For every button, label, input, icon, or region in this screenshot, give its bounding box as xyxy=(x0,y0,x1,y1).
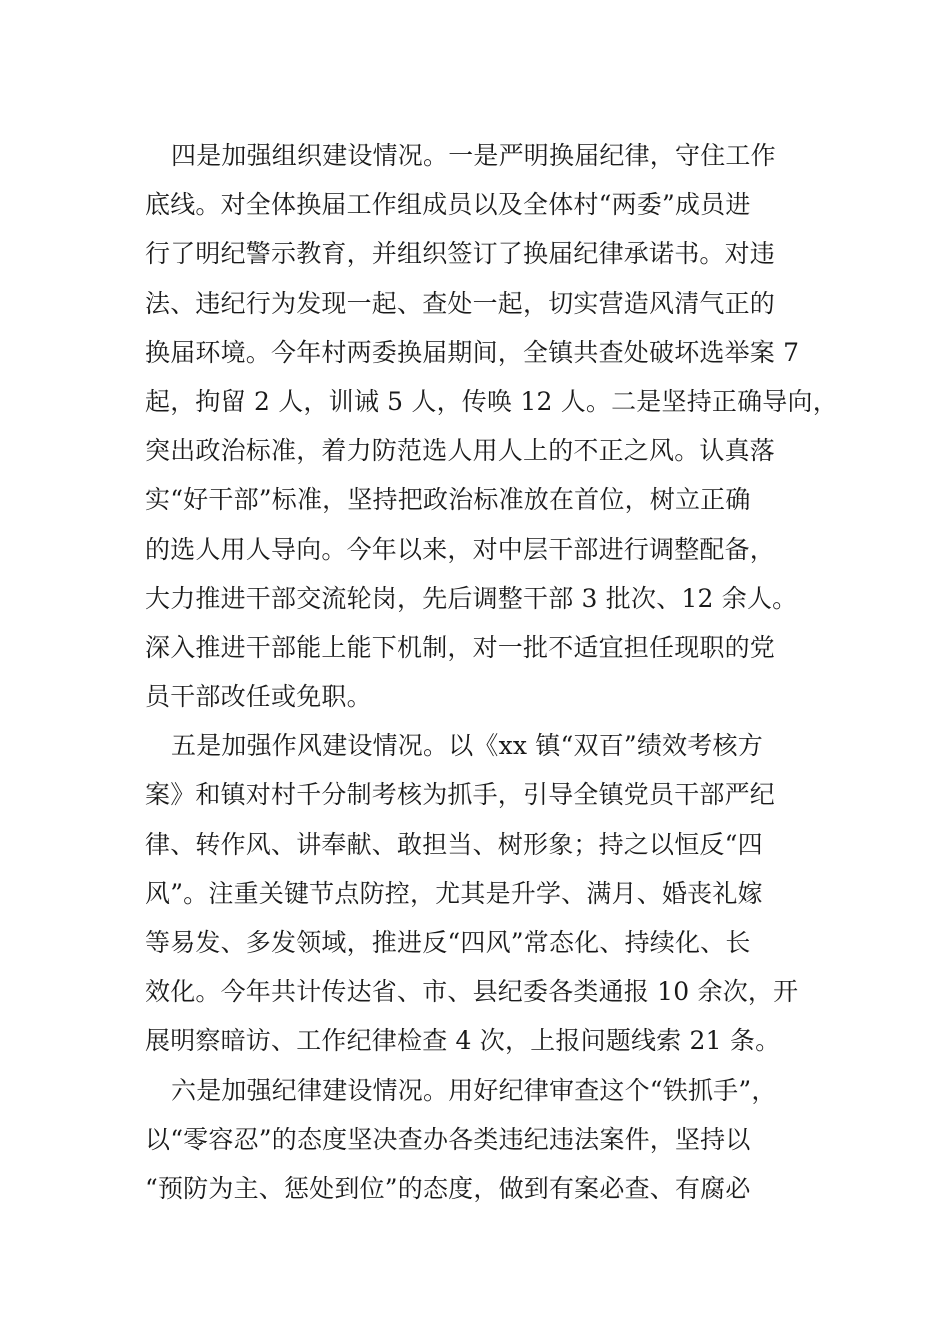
text-line: 四是加强组织建设情况。一是严明换届纪律，守住工作 xyxy=(171,141,776,170)
text-line: 的选人用人导向。今年以来，对中层干部进行调整配备， xyxy=(145,534,776,564)
document-body xyxy=(145,131,838,1213)
text-line: 起，拘留 2 人，训诫 5 人，传唤 12 人。二是坚持正确导向， xyxy=(145,386,838,416)
text-line: “预防为主、惩处到位”的态度，做到有案必查、有腐必 xyxy=(145,1173,751,1203)
text-line: 以“零容忍”的态度坚决查办各类违纪违法案件，坚持以 xyxy=(145,1124,751,1154)
text-line: 员干部改任或免职。 xyxy=(145,682,372,712)
paragraph-organization xyxy=(145,131,838,721)
text-line: 展明察暗访、工作纪律检查 4 次，上报问题线索 21 条。 xyxy=(145,1026,781,1056)
text-line: 法、违纪行为发现一起、查处一起，切实营造风清气正的 xyxy=(145,288,776,318)
text-line: 案》和镇对村千分制考核为抓手，引导全镇党员干部严纪 xyxy=(145,780,776,810)
text-line: 风”。注重关键节点防控，尤其是升学、满月、婚丧礼嫁 xyxy=(145,878,763,908)
text-line: 律、转作风、讲奉献、敢担当、树形象；持之以恒反“四 xyxy=(145,829,763,859)
text-line: 大力推进干部交流轮岗，先后调整干部 3 批次、12 余人。 xyxy=(145,583,798,613)
text-line: 五是加强作风建设情况。以《xx 镇“双百”绩效考核方 xyxy=(171,731,763,761)
text-line: 六是加强纪律建设情况。用好纪律审查这个“铁抓手”， xyxy=(171,1075,777,1105)
paragraph-discipline xyxy=(145,1066,825,1214)
text-line: 底线。对全体换届工作组成员以及全体村“两委”成员进 xyxy=(145,190,751,220)
paragraph-work-style xyxy=(145,721,825,1065)
text-line: 实“好干部”标准，坚持把政治标准放在首位，树立正确 xyxy=(145,485,751,515)
text-line: 换届环境。今年村两委换届期间，全镇共查处破坏选举案 7 xyxy=(145,337,800,367)
text-line: 效化。今年共计传达省、市、县纪委各类通报 10 余次，开 xyxy=(145,977,799,1007)
text-line: 行了明纪警示教育，并组织签订了换届纪律承诺书。对违 xyxy=(145,239,776,269)
text-line: 深入推进干部能上能下机制，对一批不适宜担任现职的党 xyxy=(145,632,776,662)
text-line: 等易发、多发领域，推进反“四风”常态化、持续化、长 xyxy=(145,928,751,957)
text-line: 突出政治标准，着力防范选人用人上的不正之风。认真落 xyxy=(145,436,776,466)
